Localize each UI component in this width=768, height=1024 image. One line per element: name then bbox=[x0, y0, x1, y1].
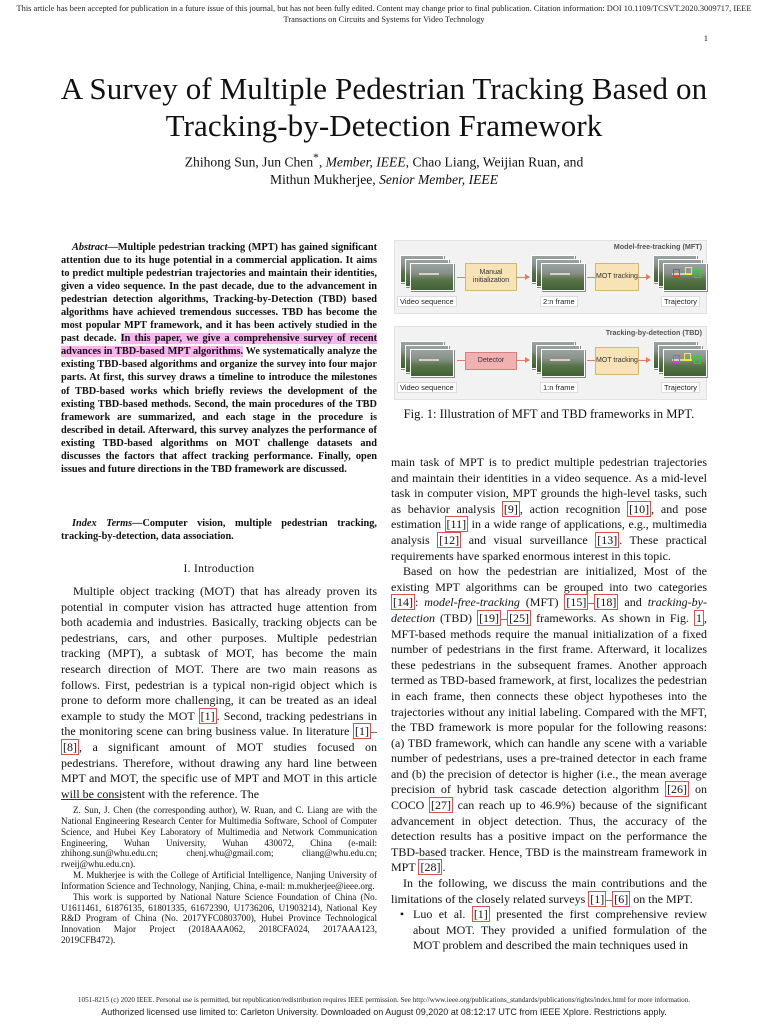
tracking-box-icon bbox=[694, 270, 701, 278]
citation-link[interactable]: [27] bbox=[430, 798, 451, 813]
trajectory-label: Trajectory bbox=[661, 382, 700, 393]
footnotes bbox=[61, 805, 377, 946]
citation-link[interactable]: [12] bbox=[439, 532, 460, 547]
citation-link[interactable]: [1] bbox=[355, 724, 369, 739]
tracking-box-icon bbox=[694, 356, 701, 364]
footnote-affiliation-2: M. Mukherjee is with the College of Artificial Intelligence, Nanjing University of Information Science and Technology, Nanjing, China, e-mail: m.mukherjee@ieee.org. bbox=[61, 870, 377, 891]
video-frame-image bbox=[541, 349, 585, 377]
tbd-panel-title: Tracking-by-detection (TBD) bbox=[605, 328, 702, 337]
copyright-notice: 1051-8215 (c) 2020 IEEE. Personal use is permitted, but republication/redistribution requires IEEE permission. See http://www.ieee.org/publications_standards/publications/rights/index.html for more information. bbox=[77, 996, 691, 1004]
manual-initialization-box: Manual initialization bbox=[465, 263, 517, 291]
journal-notice bbox=[0, 3, 768, 25]
citation-link[interactable]: [1] bbox=[200, 708, 215, 723]
citation-link[interactable]: [28] bbox=[420, 860, 441, 875]
footnote-affiliation: Z. Sun, J. Chen (the corresponding author), W. Ruan, and C. Liang are with the National Engineering Research Center for Multimedia Software, School of Computer Science, and Hubei Key Laboratory of Multimedia and Network Communication Engineering, Wuhan University, Wuhan 430072, China (e-mail: zhihong.sun@whu.edu.cn; chenj.whu@gmail.com; cliang@whu.edu.cn; rweij@whu.edu.cn). bbox=[61, 805, 377, 870]
footnote-divider bbox=[61, 799, 121, 800]
authors-line2: Mithun Mukherjee, Senior Member, IEEE bbox=[269, 171, 499, 187]
frames-label: 2:n frame bbox=[540, 296, 578, 307]
citation-link[interactable]: [1] bbox=[590, 891, 605, 906]
video-frame-image bbox=[410, 349, 454, 377]
mft-panel-title: Model-free-tracking (MFT) bbox=[613, 242, 702, 251]
figure-caption: Fig. 1: Illustration of MFT and TBD frameworks in MPT. bbox=[403, 407, 695, 421]
citation-link[interactable]: [15] bbox=[566, 595, 587, 610]
paragraph: main task of MPT is to predict multiple pedestrian trajectories and maintain their identities in a video sequence. As a mid-level task in computer vision, MPT grounds the high-level tasks, such as behavior analysis [9] , action recognition [10] , and pose estimation [11] in a wide range of applications, e.g., multimedia analysis [12] and visual surveillance [13] . These practical requirements have sparked enormous interest in this topic. bbox=[391, 455, 707, 563]
paragraph: Based on how the pedestrian are initialized, Most of the existing MPT algorithms can be grouped into two categories [14] : model-free-tracking (MFT) [15] – [18] and tracking-by-detection (TBD) [19] – [25] frameworks. As shown in Fig. 1 , MFT-based methods require the manual initialization of a fixed number of pedestrians in the first frame. Afterward, it localizes these pedestrians in the subsequent frames. Another approach termed as TBD-based framework, at first, localizes the pedestrian in each frame, then connects these object hypotheses into the trajectories without any initial labeling. Compared with the MFT, the TBD framework is more popular for the following reasons: (a) TBD framework, which can handle any scene with a variable number of pedestrians, uses a pre-trained detector in each frame and (b) the precision of detector is higher (i.e., the mean average precision of hybrid task cascade detection algorithm [26] on COCO [27] can reach up to 46.9%) because of the significant advancement in object detection. Thus, the accuracy of the detection results has a positive impact on the performance the TBD-based tracker. Hence, TBD is the mainstream framework in MPT [28] . bbox=[391, 564, 707, 875]
tbd-panel bbox=[394, 326, 707, 400]
citation-link[interactable]: [1] bbox=[473, 907, 488, 922]
title-line2: Tracking-by-Detection Framework bbox=[165, 108, 603, 143]
authors-line1: Zhihong Sun, Jun Chen*, Member, IEEE, Chao Liang, Weijian Ruan, and bbox=[184, 152, 584, 170]
footnote-funding: This work is supported by National Nature Science Foundation of China (No. U1611461, 61876135, 61801335, 61672390, U1736206, U1903214), National Key R&D Program of China (No. 2017YFC0803700), Hubei Province Technological Innovation Major Project (2018AAA062, 2018CFA024, 2017AAA123, 2019CFB472). bbox=[61, 891, 377, 946]
tracking-box-icon bbox=[684, 353, 691, 361]
arrow-icon bbox=[638, 277, 650, 278]
video-frame-image bbox=[541, 263, 585, 291]
journal-notice-line1: This article has been accepted for publication in a future issue of this journal, but has not been fully edited. Content may change prior to final publication. Citation information: DOI 10.1109/TCSVT.2020.3009717, IEEE bbox=[16, 4, 752, 13]
title-line1: A Survey of Multiple Pedestrian Tracking Based on bbox=[60, 71, 708, 106]
page-number: 1 bbox=[703, 33, 708, 43]
citation-link[interactable]: [26] bbox=[667, 782, 688, 797]
citation-link[interactable]: [11] bbox=[446, 517, 467, 532]
paper-title bbox=[0, 70, 768, 144]
arrow-icon bbox=[516, 277, 529, 278]
video-frame-image bbox=[410, 263, 454, 291]
list-item: • Luo et al. [1] presented the first comprehensive review about MOT. They provided a unified formulation of the MOT problem and described the main techniques used in bbox=[391, 907, 707, 954]
video-sequence-label: Video sequence bbox=[397, 382, 457, 393]
citation-link[interactable]: [13] bbox=[597, 532, 618, 547]
mft-panel bbox=[394, 240, 707, 314]
citation-link[interactable]: [18] bbox=[596, 595, 617, 610]
tracking-box-icon bbox=[673, 269, 680, 277]
index-terms-label: Index Terms bbox=[72, 518, 133, 529]
citation-link[interactable]: [6] bbox=[614, 891, 629, 906]
video-sequence-label: Video sequence bbox=[397, 296, 457, 307]
abstract: Abstract—Multiple pedestrian tracking (MPT) has gained significant attention due to its huge potential in a commercial application. It aims to predict multiple pedestrian trajectories and maintain their identities, given a video sequence. In the past decade, due to the advancement in pedestrian detection algorithms, Tracking-by-Detection (TBD) based algorithms have achieved tremendous successes. TBD has become the most popular MPT framework, and it has been actively studied in the past decade. In this paper, we give a comprehensive survey of recent advances in TBD-based MPT algorithms. We systematically analyze the existing TBD-based algorithms and organize the survey into four major parts. At first, this survey draws a timeline to introduce the milestones of TBD-based works which briefly reviews the development of the existing TBD-based methods. Second, the main procedures of the TBD framework are summarized, and each stage in the procedure is described in detail. Afterward, this survey analyzes the performance of existing TBD-based algorithms on MOT challenge datasets and discusses the factors that affect tracking performance. Finally, open issues and future directions in the TBD framework are discussed. bbox=[61, 242, 377, 475]
mot-tracking-box: MOT tracking bbox=[595, 347, 639, 375]
tracking-box-icon bbox=[673, 355, 680, 363]
citation-link[interactable]: [25] bbox=[509, 610, 530, 625]
author-list bbox=[0, 150, 768, 188]
detector-box: Detector bbox=[465, 352, 517, 370]
arrow-icon bbox=[516, 360, 529, 361]
citation-link[interactable]: [10] bbox=[629, 501, 650, 516]
citation-link[interactable]: [14] bbox=[393, 595, 413, 610]
right-column-text bbox=[391, 455, 707, 954]
license-notice: Authorized licensed use limited to: Carleton University. Downloaded on August 09,2020 at 08:12:17 UTC from IEEE Xplore. Restrictions apply. bbox=[101, 1007, 667, 1017]
figure-link[interactable]: 1 bbox=[695, 610, 702, 625]
abstract-label: Abstract bbox=[72, 242, 108, 253]
trajectory-label: Trajectory bbox=[661, 296, 700, 307]
tracking-box-icon bbox=[685, 267, 692, 275]
arrow-icon bbox=[638, 360, 650, 361]
section-heading: I. Introduction bbox=[183, 563, 255, 575]
mot-tracking-box: MOT tracking bbox=[595, 263, 639, 291]
figure-1 bbox=[391, 240, 707, 400]
journal-notice-line2: Transactions on Circuits and Systems for Video Technology bbox=[283, 15, 485, 24]
frames-label: 1:n frame bbox=[540, 382, 578, 393]
paragraph: In the following, we discuss the main contributions and the limitations of the closely related surveys [1] – [6] on the MPT. bbox=[391, 876, 707, 906]
intro-paragraph: Multiple object tracking (MOT) that has already proven its potential in computer vision has attracted huge attention from both academia and industries. Basically, tracking objects can be pedestrians, cars, and other purposes. Multiple pedestrian tracking (MPT), a subtask of MOT, has become the main research direction of MOT. There are two main reasons as follows. First, pedestrian is a typical non-rigid object which is prone to deform more challenging, it can be treated as an ideal example to study the MOT [1] . Second, tracking pedestrians in the monitoring scene can bring business value. In literature [1] –[8] , a significant amount of MOT studies focused on pedestrians. Therefore, without drawing any hard line between MPT and MOT, the specific use of MPT and MOT in this article will be consistent with the reference. The bbox=[61, 584, 378, 801]
highlighted-text: In this paper, we give a comprehensive survey of recent advances in TBD-based MPT algorithms. bbox=[61, 333, 377, 358]
citation-link[interactable]: [9] bbox=[503, 501, 518, 516]
citation-link[interactable]: [8] bbox=[63, 739, 77, 754]
index-terms: Index Terms—Computer vision, multiple pedestrian tracking, tracking-by-detection, data association. bbox=[61, 518, 377, 543]
bullet-icon: • bbox=[399, 907, 405, 922]
citation-link[interactable]: [19] bbox=[479, 610, 500, 625]
